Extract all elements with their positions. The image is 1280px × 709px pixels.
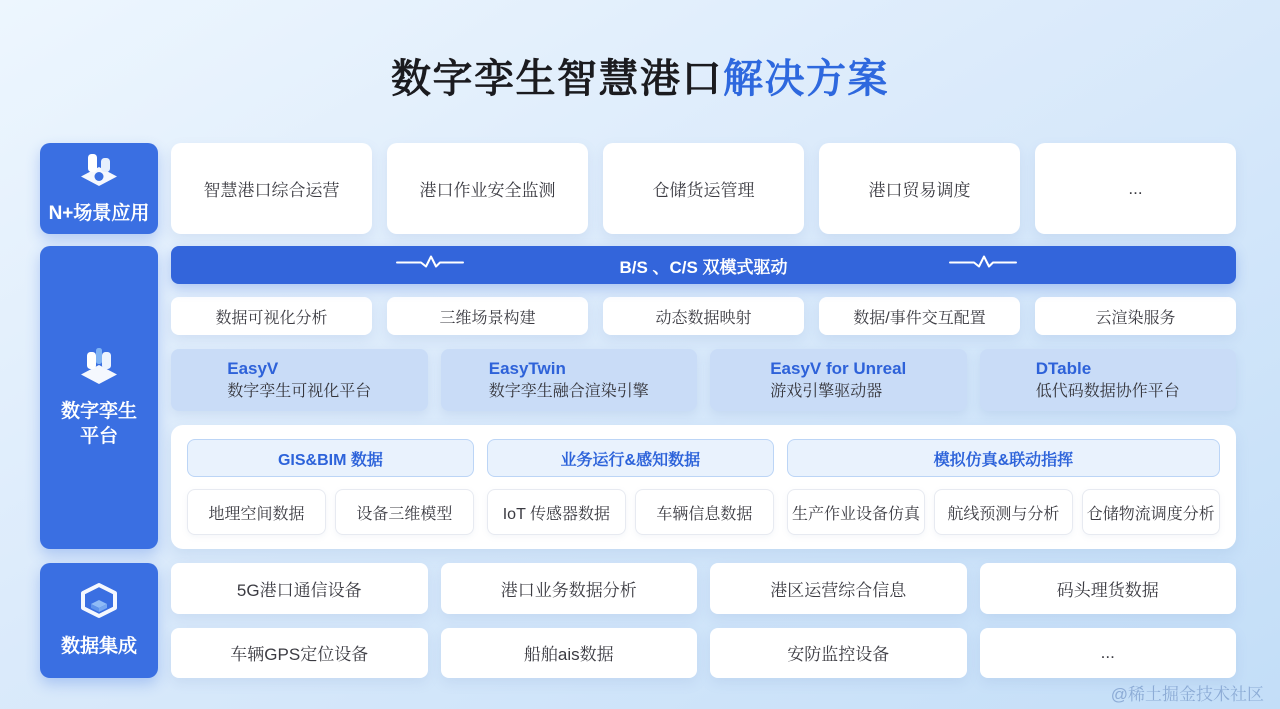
- integration-card: 船舶ais数据: [441, 628, 698, 679]
- mode-banner-label: B/S 、C/S 双模式驱动: [619, 257, 788, 277]
- mode-banner: [171, 246, 1236, 284]
- band-integration: [40, 563, 1236, 678]
- capability-card: 三维场景构建: [387, 297, 588, 335]
- diagram-body: [0, 143, 1280, 678]
- sidebar-block-scenarios: [40, 143, 158, 234]
- data-item-card: IoT 传感器数据: [487, 489, 626, 535]
- product-desc: 数字孪生可视化平台: [227, 382, 372, 400]
- page-title-main: 数字孪生智慧港口: [391, 57, 723, 101]
- sidebar-block-platform: [40, 246, 158, 549]
- product-name: EasyV: [227, 358, 279, 378]
- data-item-card: 地理空间数据: [187, 489, 326, 535]
- data-item-card: 车辆信息数据: [635, 489, 774, 535]
- capability-row: [171, 297, 1236, 335]
- capability-card: 数据可视化分析: [171, 297, 372, 335]
- product-name: DTable: [1035, 358, 1092, 378]
- app-card-row: [171, 143, 1236, 234]
- product-desc: 游戏引擎驱动器: [770, 382, 883, 400]
- band-platform: [40, 246, 1236, 549]
- data-cube-icon: [77, 581, 121, 628]
- integration-card: 港区运营综合信息: [710, 563, 967, 614]
- integration-card: 码头理货数据: [980, 563, 1237, 614]
- app-card-more: ...: [1035, 143, 1236, 234]
- capability-card: 数据/事件交互配置: [819, 297, 1020, 335]
- sidebar-label-scenarios: N+场景应用: [48, 203, 150, 225]
- pulse-icon-right: [948, 255, 1018, 276]
- data-group-simulation: [787, 439, 1220, 535]
- data-group-header: 模拟仿真&联动指挥: [787, 439, 1220, 477]
- data-item-card: 仓储物流调度分析: [1082, 489, 1220, 535]
- product-card-easyv: [171, 349, 428, 411]
- title-area: [0, 0, 1280, 143]
- page-title: [391, 47, 889, 104]
- data-item-card: 生产作业设备仿真: [787, 489, 925, 535]
- pulse-icon-left: [395, 255, 465, 276]
- app-card: 仓储货运管理: [603, 143, 804, 234]
- page-title-accent: 解决方案: [723, 57, 889, 101]
- scene-platform-icon: [76, 150, 122, 195]
- integration-card-more: ...: [980, 628, 1237, 679]
- watermark: @稀土掘金技术社区: [1110, 685, 1264, 704]
- product-card-easytwin: [441, 349, 698, 411]
- data-item-card: 设备三维模型: [335, 489, 474, 535]
- product-name: EasyV for Unreal: [770, 358, 907, 378]
- data-item-card: 航线预测与分析: [934, 489, 1072, 535]
- twin-platform-icon: [76, 346, 122, 393]
- sidebar-label-integration: 数据集成: [60, 636, 137, 658]
- integration-grid: [171, 563, 1236, 678]
- band-scenario-apps: [40, 143, 1236, 234]
- integration-card: 港口业务数据分析: [441, 563, 698, 614]
- platform-content: [171, 246, 1236, 549]
- product-row: [171, 349, 1236, 411]
- data-group-header: 业务运行&感知数据: [487, 439, 774, 477]
- integration-card: 5G港口通信设备: [171, 563, 428, 614]
- app-card: 港口贸易调度: [819, 143, 1020, 234]
- capability-card: 云渲染服务: [1035, 297, 1236, 335]
- data-panel: [171, 425, 1236, 549]
- product-card-easyv-unreal: [710, 349, 967, 411]
- sidebar-block-integration: [40, 563, 158, 678]
- integration-card: 车辆GPS定位设备: [171, 628, 428, 679]
- data-group-header: GIS&BIM 数据: [187, 439, 474, 477]
- product-name: EasyTwin: [488, 358, 566, 378]
- sidebar-label-platform: 数字孪生 平台: [60, 400, 137, 447]
- app-card: 港口作业安全监测: [387, 143, 588, 234]
- capability-card: 动态数据映射: [603, 297, 804, 335]
- integration-card: 安防监控设备: [710, 628, 967, 679]
- data-group-business: [487, 439, 774, 535]
- product-desc: 数字孪生融合渲染引擎: [488, 382, 649, 400]
- product-desc: 低代码数据协作平台: [1035, 382, 1180, 400]
- app-card: 智慧港口综合运营: [171, 143, 372, 234]
- data-group-gis-bim: [187, 439, 474, 535]
- product-card-dtable: [980, 349, 1237, 411]
